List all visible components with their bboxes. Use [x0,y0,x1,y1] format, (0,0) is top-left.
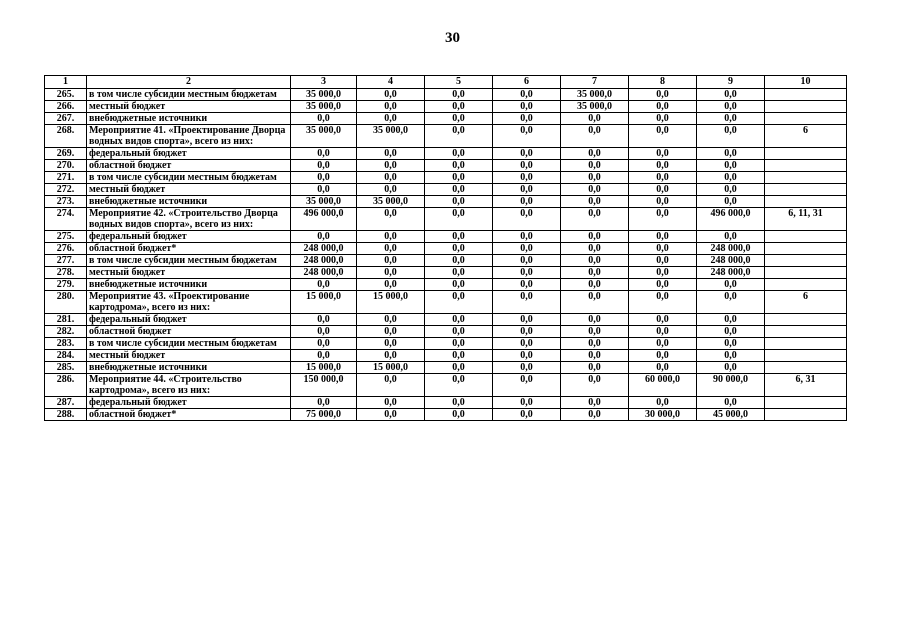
cell-value-col-9: 496 000,0 [697,208,765,231]
cell-value-col-3: 0,0 [291,148,357,160]
row-number: 273. [45,196,87,208]
table-row [45,267,847,279]
cell-value-col-3: 0,0 [291,397,357,409]
row-reference [765,243,847,255]
row-number: 266. [45,101,87,113]
cell-value-col-4: 0,0 [357,89,425,101]
row-number: 277. [45,255,87,267]
cell-value-col-4: 35 000,0 [357,125,425,148]
cell-value-col-5: 0,0 [425,255,493,267]
cell-value-col-3: 0,0 [291,350,357,362]
cell-value-col-7: 0,0 [561,409,629,421]
cell-value-col-3: 35 000,0 [291,196,357,208]
cell-value-col-3: 35 000,0 [291,125,357,148]
row-name: в том числе субсидии местным бюджетам [87,255,291,267]
header-row [45,76,847,89]
cell-value-col-5: 0,0 [425,125,493,148]
row-name: Мероприятие 44. «Строительство картодрома», всего из них: [87,374,291,397]
cell-value-col-4: 0,0 [357,326,425,338]
cell-value-col-9: 248 000,0 [697,255,765,267]
column-header-3: 3 [291,76,357,89]
cell-value-col-5: 0,0 [425,362,493,374]
cell-value-col-8: 0,0 [629,160,697,172]
row-reference [765,160,847,172]
table-row [45,374,847,397]
row-name: внебюджетные источники [87,196,291,208]
cell-value-col-4: 0,0 [357,350,425,362]
cell-value-col-9: 90 000,0 [697,374,765,397]
cell-value-col-8: 0,0 [629,172,697,184]
table-row [45,314,847,326]
cell-value-col-3: 0,0 [291,326,357,338]
cell-value-col-8: 0,0 [629,267,697,279]
row-name: федеральный бюджет [87,397,291,409]
column-header-9: 9 [697,76,765,89]
cell-value-col-3: 248 000,0 [291,243,357,255]
cell-value-col-3: 75 000,0 [291,409,357,421]
cell-value-col-3: 0,0 [291,338,357,350]
row-name: местный бюджет [87,101,291,113]
cell-value-col-9: 248 000,0 [697,267,765,279]
cell-value-col-9: 0,0 [697,291,765,314]
cell-value-col-4: 0,0 [357,338,425,350]
row-number: 280. [45,291,87,314]
cell-value-col-9: 0,0 [697,148,765,160]
table-row [45,291,847,314]
row-reference [765,409,847,421]
cell-value-col-3: 0,0 [291,160,357,172]
row-number: 275. [45,231,87,243]
cell-value-col-6: 0,0 [493,362,561,374]
table-row [45,125,847,148]
cell-value-col-6: 0,0 [493,350,561,362]
cell-value-col-6: 0,0 [493,89,561,101]
cell-value-col-4: 0,0 [357,374,425,397]
cell-value-col-4: 0,0 [357,397,425,409]
cell-value-col-6: 0,0 [493,231,561,243]
cell-value-col-4: 0,0 [357,113,425,125]
cell-value-col-8: 0,0 [629,362,697,374]
table-row [45,172,847,184]
row-reference [765,101,847,113]
cell-value-col-7: 0,0 [561,113,629,125]
row-number: 284. [45,350,87,362]
cell-value-col-4: 0,0 [357,279,425,291]
table-body [45,89,847,421]
cell-value-col-9: 0,0 [697,338,765,350]
cell-value-col-6: 0,0 [493,113,561,125]
row-reference [765,113,847,125]
cell-value-col-9: 0,0 [697,314,765,326]
cell-value-col-5: 0,0 [425,397,493,409]
cell-value-col-9: 248 000,0 [697,243,765,255]
cell-value-col-7: 0,0 [561,350,629,362]
row-name: областной бюджет [87,160,291,172]
row-name: Мероприятие 43. «Проектирование картодрома», всего из них: [87,291,291,314]
table-row [45,397,847,409]
cell-value-col-5: 0,0 [425,148,493,160]
row-name: внебюджетные источники [87,362,291,374]
cell-value-col-9: 0,0 [697,160,765,172]
column-header-5: 5 [425,76,493,89]
cell-value-col-4: 0,0 [357,101,425,113]
cell-value-col-8: 0,0 [629,397,697,409]
row-number: 270. [45,160,87,172]
cell-value-col-8: 0,0 [629,148,697,160]
cell-value-col-6: 0,0 [493,208,561,231]
cell-value-col-8: 0,0 [629,350,697,362]
cell-value-col-6: 0,0 [493,291,561,314]
row-number: 287. [45,397,87,409]
row-reference [765,172,847,184]
row-reference: 6 [765,291,847,314]
cell-value-col-9: 0,0 [697,125,765,148]
row-name: в том числе субсидии местным бюджетам [87,338,291,350]
table-row [45,255,847,267]
row-reference: 6 [765,125,847,148]
row-reference [765,196,847,208]
row-number: 265. [45,89,87,101]
cell-value-col-4: 0,0 [357,231,425,243]
cell-value-col-5: 0,0 [425,231,493,243]
cell-value-col-9: 45 000,0 [697,409,765,421]
table-row [45,279,847,291]
cell-value-col-3: 15 000,0 [291,291,357,314]
row-number: 278. [45,267,87,279]
cell-value-col-6: 0,0 [493,338,561,350]
cell-value-col-4: 0,0 [357,409,425,421]
cell-value-col-7: 0,0 [561,291,629,314]
column-header-6: 6 [493,76,561,89]
cell-value-col-3: 0,0 [291,314,357,326]
cell-value-col-4: 15 000,0 [357,291,425,314]
cell-value-col-6: 0,0 [493,148,561,160]
cell-value-col-7: 0,0 [561,362,629,374]
cell-value-col-7: 0,0 [561,196,629,208]
row-reference [765,279,847,291]
table-row [45,338,847,350]
cell-value-col-6: 0,0 [493,101,561,113]
cell-value-col-3: 0,0 [291,279,357,291]
cell-value-col-9: 0,0 [697,196,765,208]
cell-value-col-8: 0,0 [629,184,697,196]
cell-value-col-5: 0,0 [425,160,493,172]
row-reference [765,338,847,350]
row-number: 286. [45,374,87,397]
cell-value-col-3: 35 000,0 [291,89,357,101]
table-row [45,231,847,243]
cell-value-col-5: 0,0 [425,89,493,101]
row-number: 272. [45,184,87,196]
cell-value-col-3: 0,0 [291,184,357,196]
cell-value-col-8: 0,0 [629,208,697,231]
row-reference [765,362,847,374]
cell-value-col-6: 0,0 [493,255,561,267]
row-reference: 6, 11, 31 [765,208,847,231]
table-row [45,362,847,374]
cell-value-col-8: 0,0 [629,255,697,267]
cell-value-col-5: 0,0 [425,374,493,397]
table-row [45,160,847,172]
row-name: местный бюджет [87,267,291,279]
cell-value-col-6: 0,0 [493,172,561,184]
cell-value-col-6: 0,0 [493,397,561,409]
cell-value-col-4: 0,0 [357,160,425,172]
cell-value-col-3: 248 000,0 [291,255,357,267]
cell-value-col-7: 0,0 [561,208,629,231]
row-reference [765,326,847,338]
cell-value-col-7: 0,0 [561,231,629,243]
table-row [45,409,847,421]
cell-value-col-7: 0,0 [561,314,629,326]
row-reference [765,89,847,101]
cell-value-col-6: 0,0 [493,125,561,148]
row-number: 268. [45,125,87,148]
row-name: Мероприятие 41. «Проектирование Дворца водных видов спорта», всего из них: [87,125,291,148]
cell-value-col-7: 0,0 [561,160,629,172]
cell-value-col-8: 0,0 [629,196,697,208]
row-name: областной бюджет* [87,243,291,255]
row-number: 288. [45,409,87,421]
cell-value-col-4: 0,0 [357,172,425,184]
cell-value-col-4: 15 000,0 [357,362,425,374]
column-header-2: 2 [87,76,291,89]
cell-value-col-9: 0,0 [697,279,765,291]
table-row [45,113,847,125]
cell-value-col-4: 0,0 [357,267,425,279]
cell-value-col-5: 0,0 [425,291,493,314]
cell-value-col-6: 0,0 [493,374,561,397]
cell-value-col-7: 0,0 [561,279,629,291]
cell-value-col-9: 0,0 [697,231,765,243]
row-reference [765,350,847,362]
cell-value-col-8: 0,0 [629,291,697,314]
row-name: областной бюджет [87,326,291,338]
cell-value-col-8: 0,0 [629,113,697,125]
row-number: 269. [45,148,87,160]
cell-value-col-9: 0,0 [697,326,765,338]
cell-value-col-6: 0,0 [493,160,561,172]
row-number: 282. [45,326,87,338]
cell-value-col-5: 0,0 [425,267,493,279]
cell-value-col-9: 0,0 [697,362,765,374]
cell-value-col-5: 0,0 [425,172,493,184]
row-reference [765,231,847,243]
cell-value-col-5: 0,0 [425,208,493,231]
row-number: 285. [45,362,87,374]
row-name: внебюджетные источники [87,279,291,291]
cell-value-col-4: 0,0 [357,184,425,196]
row-number: 267. [45,113,87,125]
cell-value-col-3: 35 000,0 [291,101,357,113]
cell-value-col-8: 0,0 [629,89,697,101]
row-number: 274. [45,208,87,231]
cell-value-col-4: 0,0 [357,208,425,231]
row-reference [765,397,847,409]
cell-value-col-7: 0,0 [561,184,629,196]
row-reference [765,267,847,279]
cell-value-col-6: 0,0 [493,184,561,196]
cell-value-col-7: 35 000,0 [561,89,629,101]
cell-value-col-7: 0,0 [561,243,629,255]
cell-value-col-7: 0,0 [561,148,629,160]
cell-value-col-7: 0,0 [561,397,629,409]
cell-value-col-4: 0,0 [357,148,425,160]
row-name: Мероприятие 42. «Строительство Дворца водных видов спорта», всего из них: [87,208,291,231]
column-header-7: 7 [561,76,629,89]
cell-value-col-3: 15 000,0 [291,362,357,374]
cell-value-col-8: 0,0 [629,279,697,291]
cell-value-col-6: 0,0 [493,314,561,326]
cell-value-col-3: 150 000,0 [291,374,357,397]
cell-value-col-5: 0,0 [425,314,493,326]
cell-value-col-9: 0,0 [697,350,765,362]
cell-value-col-4: 0,0 [357,314,425,326]
column-header-8: 8 [629,76,697,89]
row-name: областной бюджет* [87,409,291,421]
cell-value-col-5: 0,0 [425,338,493,350]
cell-value-col-7: 35 000,0 [561,101,629,113]
cell-value-col-6: 0,0 [493,196,561,208]
cell-value-col-7: 0,0 [561,326,629,338]
cell-value-col-6: 0,0 [493,267,561,279]
table-row [45,101,847,113]
cell-value-col-8: 0,0 [629,326,697,338]
cell-value-col-7: 0,0 [561,338,629,350]
column-header-10: 10 [765,76,847,89]
row-name: федеральный бюджет [87,148,291,160]
cell-value-col-9: 0,0 [697,184,765,196]
cell-value-col-7: 0,0 [561,267,629,279]
row-name: внебюджетные источники [87,113,291,125]
cell-value-col-9: 0,0 [697,101,765,113]
row-number: 279. [45,279,87,291]
cell-value-col-8: 0,0 [629,243,697,255]
row-name: федеральный бюджет [87,231,291,243]
cell-value-col-5: 0,0 [425,101,493,113]
cell-value-col-3: 0,0 [291,231,357,243]
cell-value-col-4: 0,0 [357,255,425,267]
row-reference [765,255,847,267]
column-header-1: 1 [45,76,87,89]
table-row [45,184,847,196]
row-name: местный бюджет [87,184,291,196]
cell-value-col-3: 248 000,0 [291,267,357,279]
row-number: 281. [45,314,87,326]
cell-value-col-9: 0,0 [697,397,765,409]
row-reference [765,148,847,160]
cell-value-col-9: 0,0 [697,113,765,125]
row-name: в том числе субсидии местным бюджетам [87,89,291,101]
cell-value-col-8: 0,0 [629,231,697,243]
table-row [45,326,847,338]
cell-value-col-8: 60 000,0 [629,374,697,397]
table-row [45,350,847,362]
cell-value-col-3: 496 000,0 [291,208,357,231]
cell-value-col-5: 0,0 [425,409,493,421]
row-reference [765,184,847,196]
row-name: федеральный бюджет [87,314,291,326]
row-name: местный бюджет [87,350,291,362]
cell-value-col-6: 0,0 [493,326,561,338]
cell-value-col-7: 0,0 [561,255,629,267]
cell-value-col-5: 0,0 [425,196,493,208]
table-row [45,148,847,160]
cell-value-col-9: 0,0 [697,172,765,184]
cell-value-col-4: 35 000,0 [357,196,425,208]
column-header-4: 4 [357,76,425,89]
table-row [45,196,847,208]
row-reference [765,314,847,326]
table-row [45,208,847,231]
cell-value-col-7: 0,0 [561,172,629,184]
row-number: 271. [45,172,87,184]
row-number: 276. [45,243,87,255]
cell-value-col-9: 0,0 [697,89,765,101]
row-name: в том числе субсидии местным бюджетам [87,172,291,184]
cell-value-col-8: 0,0 [629,338,697,350]
cell-value-col-3: 0,0 [291,172,357,184]
cell-value-col-4: 0,0 [357,243,425,255]
cell-value-col-3: 0,0 [291,113,357,125]
table-row [45,89,847,101]
table-row [45,243,847,255]
cell-value-col-8: 0,0 [629,314,697,326]
row-reference: 6, 31 [765,374,847,397]
cell-value-col-7: 0,0 [561,374,629,397]
cell-value-col-6: 0,0 [493,243,561,255]
cell-value-col-6: 0,0 [493,409,561,421]
cell-value-col-5: 0,0 [425,326,493,338]
cell-value-col-5: 0,0 [425,350,493,362]
cell-value-col-5: 0,0 [425,243,493,255]
cell-value-col-5: 0,0 [425,279,493,291]
cell-value-col-8: 0,0 [629,125,697,148]
cell-value-col-8: 0,0 [629,101,697,113]
page-number: 30 [445,30,460,46]
budget-table [44,75,847,421]
cell-value-col-5: 0,0 [425,113,493,125]
cell-value-col-7: 0,0 [561,125,629,148]
cell-value-col-6: 0,0 [493,279,561,291]
row-number: 283. [45,338,87,350]
cell-value-col-5: 0,0 [425,184,493,196]
cell-value-col-8: 30 000,0 [629,409,697,421]
